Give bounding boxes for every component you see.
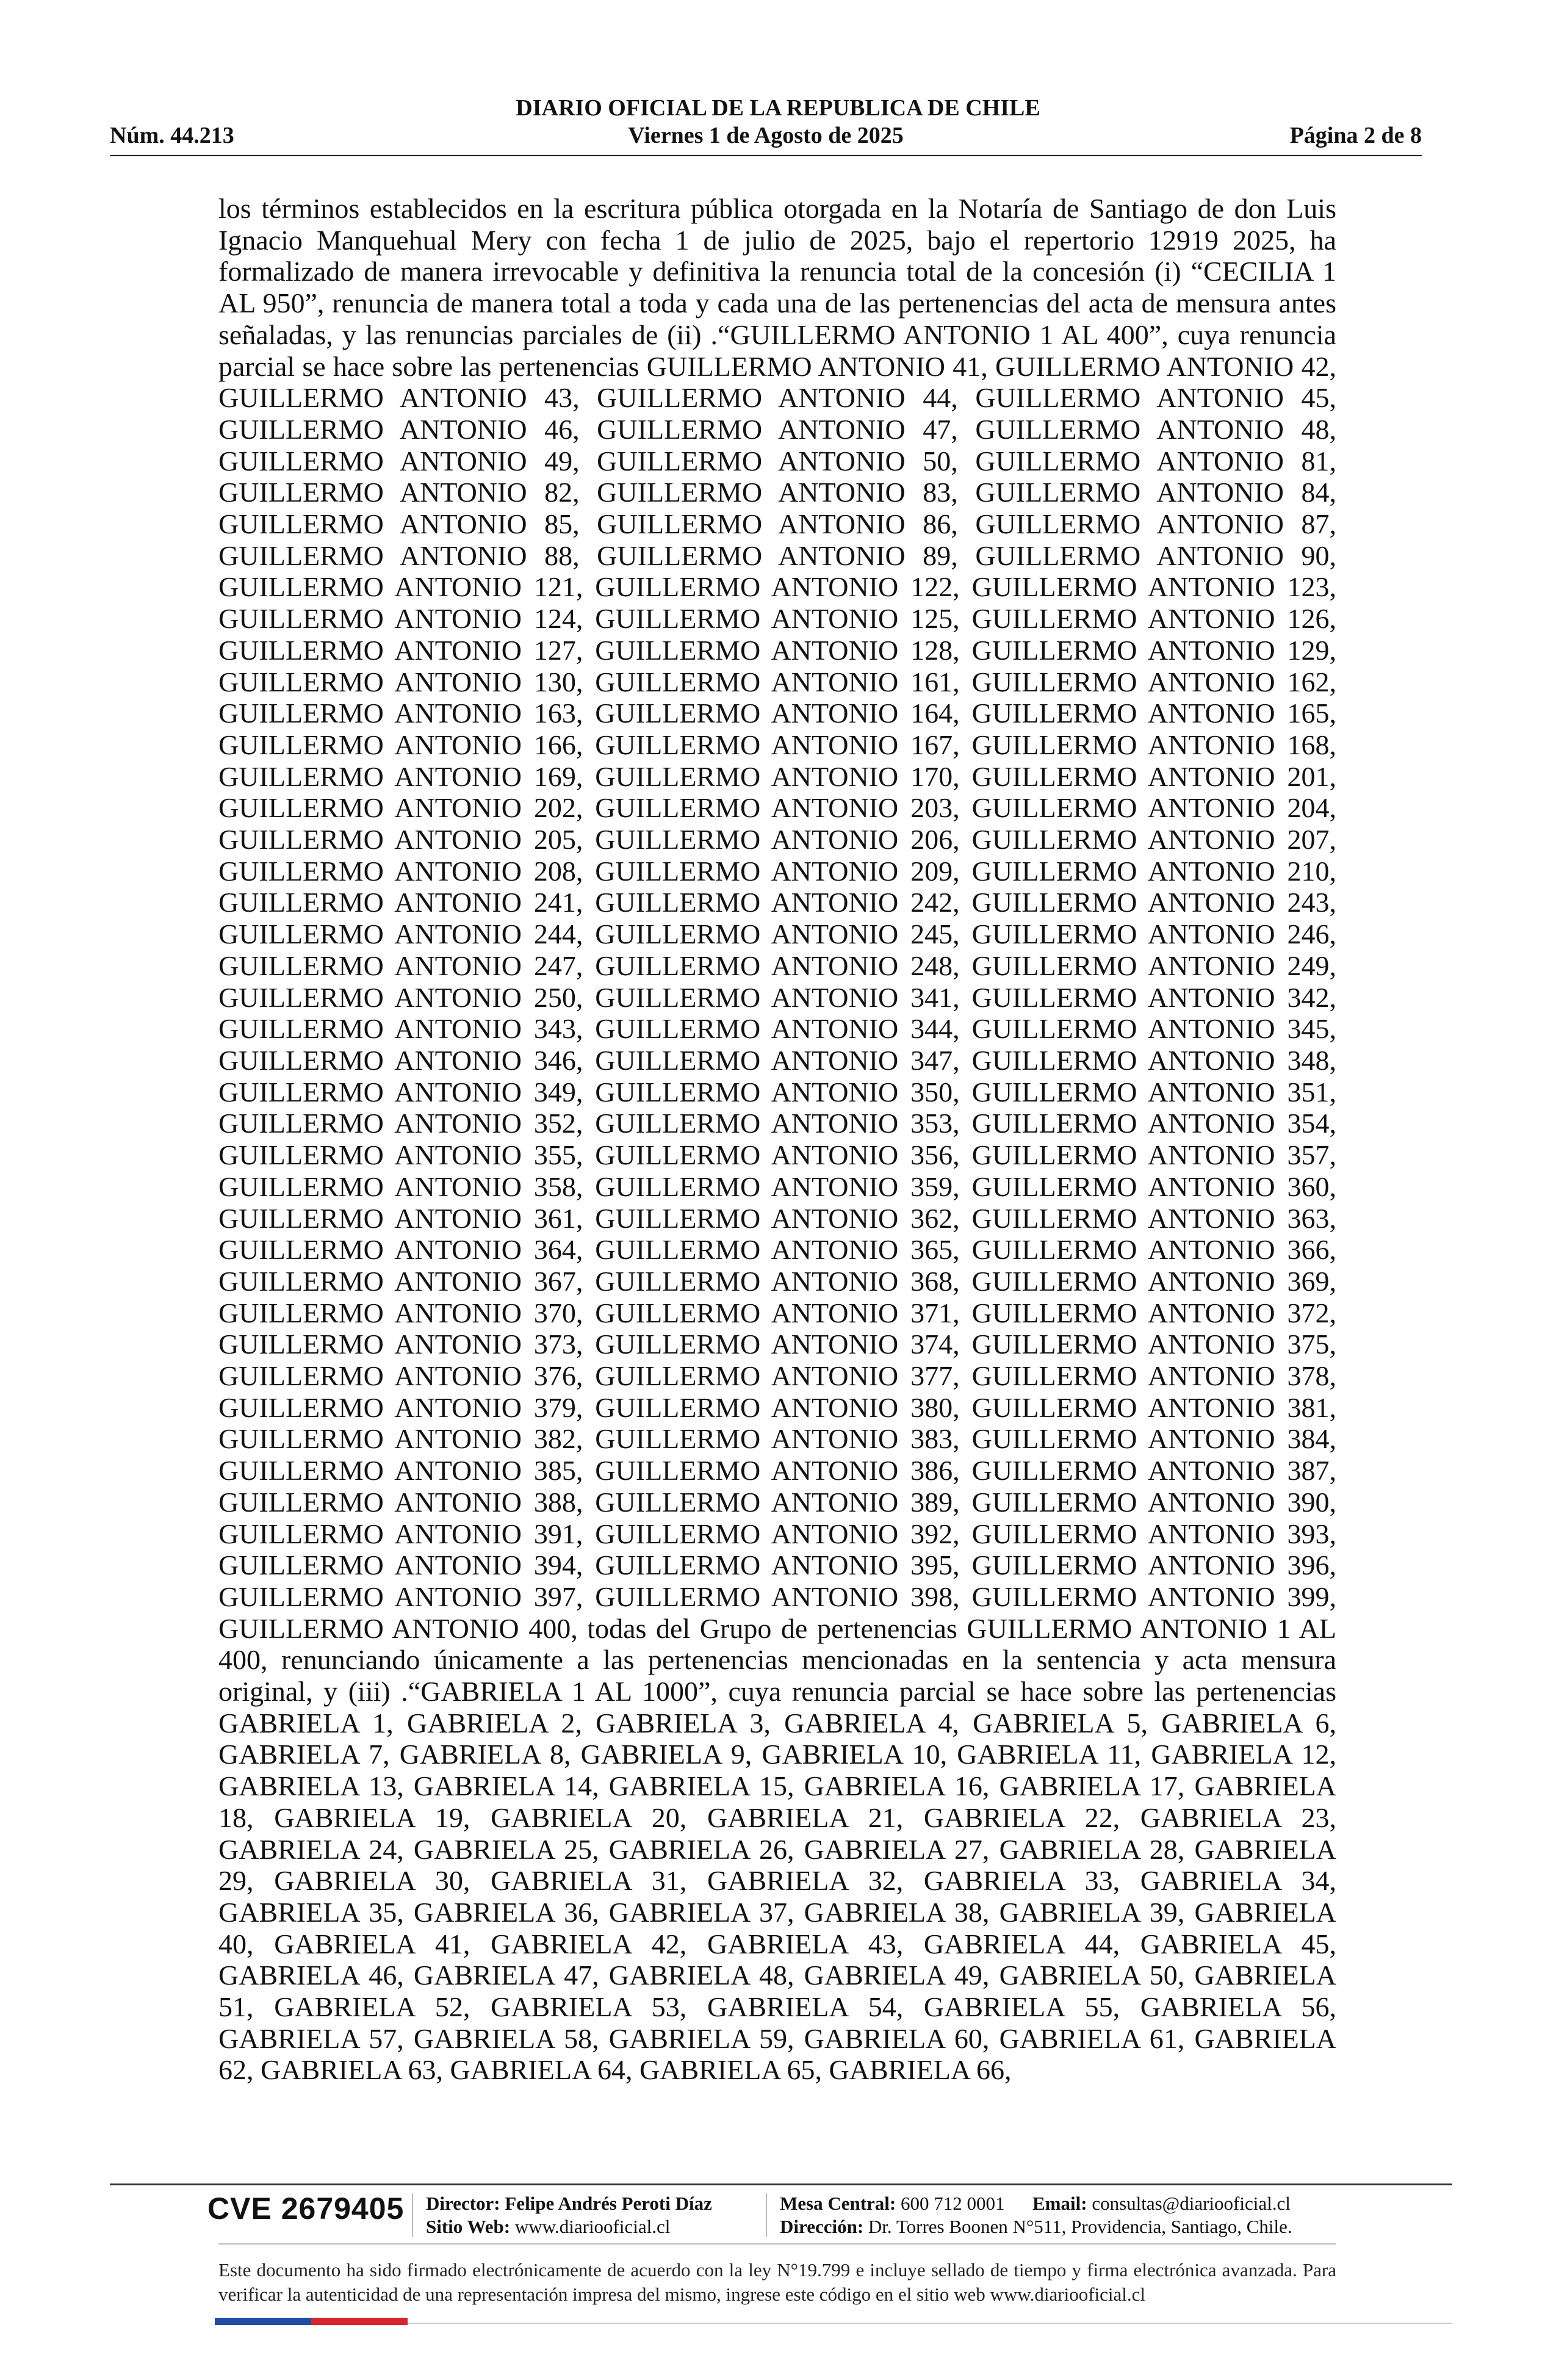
flag-stripe-red [311,2318,408,2325]
cve-code: CVE 2679405 [207,2191,405,2226]
director-label: Director: [426,2193,500,2214]
footer-contact-block [780,2192,1292,2238]
director-name: Felipe Andrés Peroti Díaz [505,2193,712,2214]
header-row [110,122,1422,150]
address-value: Dr. Torres Boonen N°511, Providencia, Santiago, Chile. [868,2216,1292,2237]
issue-number: Núm. 44.213 [110,123,234,148]
email-link[interactable]: consultas@diariooficial.cl [1092,2193,1291,2214]
email-label: Email: [1032,2193,1087,2214]
body-paragraph: los términos establecidos en la escritura pública otorgada en la Notaría de Santiago de don Luis Ignacio Manquehual Mery con fecha 1 de julio de 2025, bajo el repertorio 12919 2025, ha formalizado de manera irrevocable y definitiva la renuncia total de la concesión (i) “CECILIA 1 AL 950”, renuncia de manera total a toda y cada una de las pertenencias del acta de mensura antes señaladas, y las renuncias parciales de (ii) .“GUILLERMO ANTONIO 1 AL 400”, cuya renuncia parcial se hace sobre las pertenencias GUILLERMO ANTONIO 41, GUILLERMO ANTONIO 42, GUILLERMO ANTONIO 43, GUILLERMO ANTONIO 44, GUILLERMO ANTONIO 45, GUILLERMO ANTONIO 46, GUILLERMO ANTONIO 47, GUILLERMO ANTONIO 48, GUILLERMO ANTONIO 49, GUILLERMO ANTONIO 50, GUILLERMO ANTONIO 81, GUILLERMO ANTONIO 82, GUILLERMO ANTONIO 83, GUILLERMO ANTONIO 84, GUILLERMO ANTONIO 85, GUILLERMO ANTONIO 86, GUILLERMO ANTONIO 87, GUILLERMO ANTONIO 88, GUILLERMO ANTONIO 89, GUILLERMO ANTONIO 90, GUILLERMO ANTONIO 121, GUILLERMO ANTONIO 122, GUILLERMO ANTONIO 123, GUILLERMO ANTONIO 124, GUILLERMO ANTONIO 125, GUILLERMO ANTONIO 126, GUILLERMO ANTONIO 127, GUILLERMO ANTONIO 128, GUILLERMO ANTONIO 129, GUILLERMO ANTONIO 130, GUILLERMO ANTONIO 161, GUILLERMO ANTONIO 162, GUILLERMO ANTONIO 163, GUILLERMO ANTONIO 164, GUILLERMO ANTONIO 165, GUILLERMO ANTONIO 166, GUILLERMO ANTONIO 167, GUILLERMO ANTONIO 168, GUILLERMO ANTONIO 169, GUILLERMO ANTONIO 170, GUILLERMO ANTONIO 201, GUILLERMO ANTONIO 202, GUILLERMO ANTONIO 203, GUILLERMO ANTONIO 204, GUILLERMO ANTONIO 205, GUILLERMO ANTONIO 206, GUILLERMO ANTONIO 207, GUILLERMO ANTONIO 208, GUILLERMO ANTONIO 209, GUILLERMO ANTONIO 210, GUILLERMO ANTONIO 241, GUILLERMO ANTONIO 242, GUILLERMO ANTONIO 243, GUILLERMO ANTONIO 244, GUILLERMO ANTONIO 245, GUILLERMO ANTONIO 246, GUILLERMO ANTONIO 247, GUILLERMO ANTONIO 248, GUILLERMO ANTONIO 249, GUILLERMO ANTONIO 250, GUILLERMO ANTONIO 341, GUILLERMO ANTONIO 342, GUILLERMO ANTONIO 343, GUILLERMO ANTONIO 344, GUILLERMO ANTONIO 345, GUILLERMO ANTONIO 346, GUILLERMO ANTONIO 347, GUILLERMO ANTONIO 348, GUILLERMO ANTONIO 349, GUILLERMO ANTONIO 350, GUILLERMO ANTONIO 351, GUILLERMO ANTONIO 352, GUILLERMO ANTONIO 353, GUILLERMO ANTONIO 354, GUILLERMO ANTONIO 355, GUILLERMO ANTONIO 356, GUILLERMO ANTONIO 357, GUILLERMO ANTONIO 358, GUILLERMO ANTONIO 359, GUILLERMO ANTONIO 360, GUILLERMO ANTONIO 361, GUILLERMO ANTONIO 362, GUILLERMO ANTONIO 363, GUILLERMO ANTONIO 364, GUILLERMO ANTONIO 365, GUILLERMO ANTONIO 366, GUILLERMO ANTONIO 367, GUILLERMO ANTONIO 368, GUILLERMO ANTONIO 369, GUILLERMO ANTONIO 370, GUILLERMO ANTONIO 371, GUILLERMO ANTONIO 372, GUILLERMO ANTONIO 373, GUILLERMO ANTONIO 374, GUILLERMO ANTONIO 375, GUILLERMO ANTONIO 376, GUILLERMO ANTONIO 377, GUILLERMO ANTONIO 378, GUILLERMO ANTONIO 379, GUILLERMO ANTONIO 380, GUILLERMO ANTONIO 381, GUILLERMO ANTONIO 382, GUILLERMO ANTONIO 383, GUILLERMO ANTONIO 384, GUILLERMO ANTONIO 385, GUILLERMO ANTONIO 386, GUILLERMO ANTONIO 387, GUILLERMO ANTONIO 388, GUILLERMO ANTONIO 389, GUILLERMO ANTONIO 390, GUILLERMO ANTONIO 391, GUILLERMO ANTONIO 392, GUILLERMO ANTONIO 393, GUILLERMO ANTONIO 394, GUILLERMO ANTONIO 395, GUILLERMO ANTONIO 396, GUILLERMO ANTONIO 397, GUILLERMO ANTONIO 398, GUILLERMO ANTONIO 399, GUILLERMO ANTONIO 400, todas del Grupo de pertenencias GUILLERMO ANTONIO 1 AL 400, renunciando únicamente a las pertenencias mencionadas en la sentencia y acta mensura original, y (iii) .“GABRIELA 1 AL 1000”, cuya renuncia parcial se hace sobre las pertenencias GABRIELA 1, GABRIELA 2, GABRIELA 3, GABRIELA 4, GABRIELA 5, GABRIELA 6, GABRIELA 7, GABRIELA 8, GABRIELA 9, GABRIELA 10, GABRIELA 11, GABRIELA 12, GABRIELA 13, GABRIELA 14, GABRIELA 15, GABRIELA 16, GABRIELA 17, GABRIELA 18, GABRIELA 19, GABRIELA 20, GABRIELA 21, GABRIELA 22, GABRIELA 23, GABRIELA 24, GABRIELA 25, GABRIELA 26, GABRIELA 27, GABRIELA 28, GABRIELA 29, GABRIELA 30, GABRIELA 31, GABRIELA 32, GABRIELA 33, GABRIELA 34, GABRIELA 35, GABRIELA 36, GABRIELA 37, GABRIELA 38, GABRIELA 39, GABRIELA 40, GABRIELA 41, GABRIELA 42, GABRIELA 43, GABRIELA 44, GABRIELA 45, GABRIELA 46, GABRIELA 47, GABRIELA 48, GABRIELA 49, GABRIELA 50, GABRIELA 51, GABRIELA 52, GABRIELA 53, GABRIELA 54, GABRIELA 55, GABRIELA 56, GABRIELA 57, GABRIELA 58, GABRIELA 59, GABRIELA 60, GABRIELA 61, GABRIELA 62, GABRIELA 63, GABRIELA 64, GABRIELA 65, GABRIELA 66, [218,193,1336,2086]
phone-label: Mesa Central: [780,2193,896,2214]
header-divider [110,155,1422,156]
footer-inner-divider [218,2243,1336,2245]
footer-separator [412,2193,413,2237]
gazette-title: DIARIO OFICIAL DE LA REPUBLICA DE CHILE [516,95,1040,121]
page-number: Página 2 de 8 [1289,123,1422,148]
signature-notice: Este documento ha sido firmado electrónicamente de acuerdo con la ley N°19.799 e incluye sellado de tiempo y firma electrónica avanzada. Para verificar la autenticidad de una representación impresa del mismo, ingrese este código en el sitio web www.diariooficial.cl [218,2259,1336,2305]
phone-value: 600 712 0001 [901,2193,1005,2214]
footer-director-block [426,2192,712,2238]
document-body [218,193,1336,2086]
bottom-divider [408,2323,1452,2324]
footer-divider [110,2183,1452,2185]
flag-stripe-blue [215,2318,311,2325]
footer-separator [766,2193,767,2237]
website-label: Sitio Web: [426,2216,511,2237]
website-line [426,2215,712,2238]
address-line [780,2215,1292,2238]
issue-date: Viernes 1 de Agosto de 2025 [628,123,904,148]
address-label: Dirección: [780,2216,864,2237]
director-line [426,2192,712,2215]
website-link[interactable]: www.diariooficial.cl [514,2216,671,2237]
contact-line [780,2192,1292,2215]
